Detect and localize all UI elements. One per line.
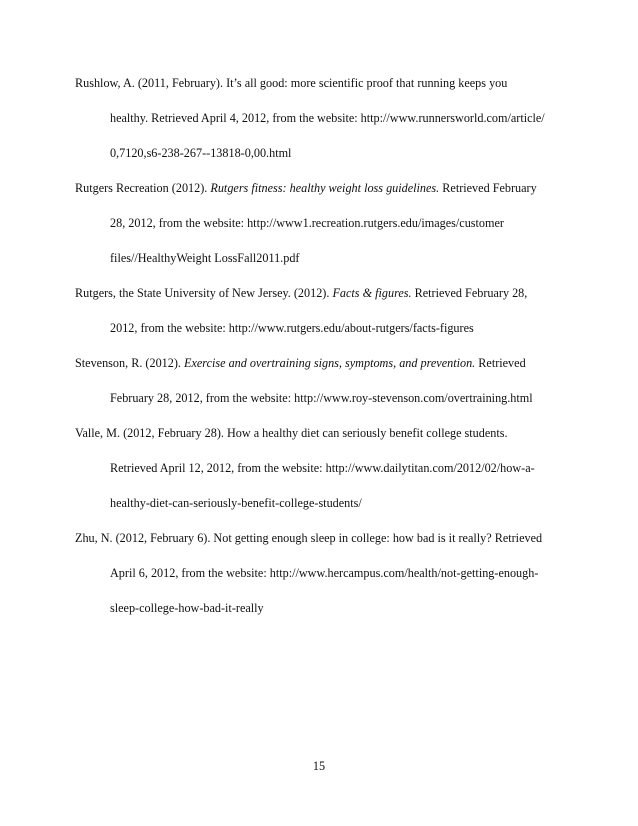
reference-line: Rushlow, A. (2011, February). It’s all good: more scientific proof that running keeps you [75, 76, 508, 90]
reference-entry [75, 521, 565, 626]
reference-line: healthy-diet-can-seriously-benefit-college-students/ [110, 496, 362, 510]
reference-line: February 28, 2012, from the website: http://www.roy-stevenson.com/overtraining.html [110, 391, 533, 405]
reference-line: Rutgers Recreation (2012). Rutgers fitness: healthy weight loss guidelines. Retrieved February [75, 181, 537, 195]
reference-line: Valle, M. (2012, February 28). How a healthy diet can seriously benefit college students. [75, 426, 508, 440]
reference-entry [75, 346, 565, 416]
reference-line: sleep-college-how-bad-it-really [110, 601, 264, 615]
reference-line: April 6, 2012, from the website: http://www.hercampus.com/health/not-getting-enough- [110, 566, 539, 580]
reference-line: Rutgers, the State University of New Jersey. (2012). Facts & figures. Retrieved February 28, [75, 286, 528, 300]
reference-entry [75, 66, 565, 171]
page-number: 15 [312, 759, 326, 773]
reference-line: 28, 2012, from the website: http://www1.recreation.rutgers.edu/images/customer [110, 216, 504, 230]
reference-entry [75, 416, 565, 521]
reference-entry [75, 171, 565, 276]
reference-list [75, 66, 565, 626]
reference-line: 2012, from the website: http://www.rutgers.edu/about-rutgers/facts-figures [110, 321, 474, 335]
reference-line: files//HealthyWeight LossFall2011.pdf [110, 251, 300, 265]
reference-line: Stevenson, R. (2012). Exercise and overtraining signs, symptoms, and prevention. Retrieved [75, 356, 526, 370]
reference-line: Retrieved April 12, 2012, from the website: http://www.dailytitan.com/2012/02/how-a- [110, 461, 535, 475]
reference-line: healthy. Retrieved April 4, 2012, from the website: http://www.runnersworld.com/article/ [110, 111, 545, 125]
reference-line: 0,7120,s6-238-267--13818-0,00.html [110, 146, 292, 160]
reference-line: Zhu, N. (2012, February 6). Not getting enough sleep in college: how bad is it really? Retrieved [75, 531, 543, 545]
reference-entry [75, 276, 565, 346]
